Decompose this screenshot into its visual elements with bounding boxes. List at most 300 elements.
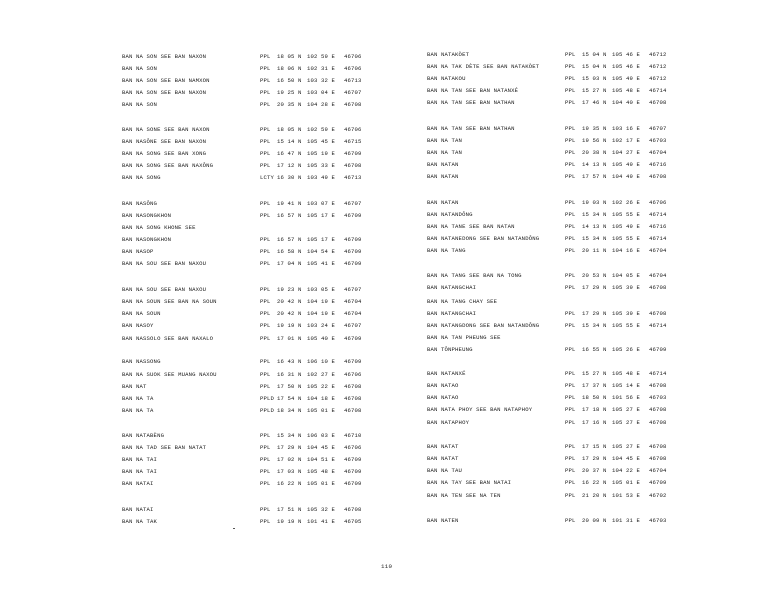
- entry-type: PPL: [565, 284, 576, 291]
- entry-name: BAN NASÔNE SEE BAN NAXON: [122, 138, 207, 145]
- entry-name: BAN NA TAK: [122, 518, 158, 525]
- entry-name: BAN NA TAD SEE BAN NATAT: [122, 444, 207, 451]
- entry-type: PPL: [260, 298, 271, 305]
- entry-latitude: 15 27 N: [582, 87, 607, 94]
- entry-name: BAN NA SOU SEE BAN NAXOU: [122, 286, 207, 293]
- entry-latitude: 14 13 N: [582, 161, 607, 168]
- entry-type: PPL: [565, 75, 576, 82]
- entry-map-code: 46702: [649, 492, 667, 499]
- entry-latitude: 20 42 N: [277, 310, 302, 317]
- entry-longitude: 104 49 E: [612, 173, 641, 180]
- entry-map-code: 46708: [344, 506, 362, 513]
- entry-type: PPL: [260, 150, 271, 157]
- entry-map-code: 46706: [344, 53, 362, 60]
- entry-longitude: 105 27 E: [612, 406, 641, 413]
- entry-map-code: 46704: [649, 467, 667, 474]
- entry-map-code: 46709: [344, 150, 362, 157]
- entry-name: BAN NA SONG: [122, 174, 161, 181]
- entry-type: PPL: [260, 200, 271, 207]
- entry-longitude: 105 17 E: [307, 212, 336, 219]
- entry-type: PPL: [260, 444, 271, 451]
- entry-type: PPL: [565, 211, 576, 218]
- scan-speck: [233, 528, 235, 529]
- entry-longitude: 104 27 E: [612, 149, 641, 156]
- entry-type: PPL: [565, 455, 576, 462]
- entry-map-code: 46706: [649, 199, 667, 206]
- entry-name: BAN NA TAK DÈTE SEE BAN NATAKÒET: [427, 63, 540, 70]
- entry-type: LCTY: [260, 174, 275, 181]
- entry-type: PPL: [565, 99, 576, 106]
- entry-latitude: 18 05 N: [277, 53, 302, 60]
- entry-name: BAN NATAI: [122, 480, 154, 487]
- entry-name: BAN NA SONG KHONE SEE: [122, 224, 196, 231]
- entry-name: BAN NASOY: [122, 322, 154, 329]
- entry-map-code: 46703: [649, 137, 667, 144]
- entry-map-code: 46704: [649, 149, 667, 156]
- entry-longitude: 103 04 E: [307, 89, 336, 96]
- entry-longitude: 105 33 E: [307, 162, 336, 169]
- entry-latitude: 20 37 N: [582, 467, 607, 474]
- entry-longitude: 102 26 E: [612, 199, 641, 206]
- entry-longitude: 105 49 E: [612, 161, 641, 168]
- entry-type: PPL: [565, 310, 576, 317]
- entry-longitude: 101 41 E: [307, 518, 336, 525]
- entry-latitude: 16 22 N: [582, 479, 607, 486]
- entry-longitude: 104 19 E: [307, 310, 336, 317]
- entry-map-code: 46709: [344, 260, 362, 267]
- entry-map-code: 46708: [344, 395, 362, 402]
- entry-longitude: 105 19 E: [307, 150, 336, 157]
- entry-map-code: 46716: [649, 223, 667, 230]
- entry-type: PPL: [260, 358, 271, 365]
- entry-longitude: 103 05 E: [307, 286, 336, 293]
- entry-name: BAN NA TAN SEE BAN NATANXÉ: [427, 87, 519, 94]
- entry-name: BAN NATANDÔNG: [427, 211, 473, 218]
- entry-map-code: 46712: [649, 63, 667, 70]
- entry-map-code: 46704: [344, 310, 362, 317]
- entry-type: PPL: [260, 77, 271, 84]
- entry-latitude: 17 57 N: [582, 173, 607, 180]
- entry-map-code: 46712: [649, 51, 667, 58]
- entry-type: PPLD: [260, 395, 275, 402]
- entry-map-code: 46709: [649, 346, 667, 353]
- entry-longitude: 105 48 E: [612, 87, 641, 94]
- entry-longitude: 102 27 E: [307, 371, 336, 378]
- entry-latitude: 20 09 N: [582, 517, 607, 524]
- entry-map-code: 46714: [649, 235, 667, 242]
- entry-latitude: 19 25 N: [277, 89, 302, 96]
- entry-latitude: 15 14 N: [277, 138, 302, 145]
- entry-longitude: 102 31 E: [307, 65, 336, 72]
- entry-type: PPL: [260, 310, 271, 317]
- entry-name: BAN NA SON: [122, 101, 158, 108]
- entry-type: PPL: [565, 173, 576, 180]
- entry-name: BAN NA SUOK SEE MUANG NAXOU: [122, 371, 217, 378]
- entry-name: BAN NA TAI: [122, 456, 158, 463]
- entry-type: PPL: [565, 51, 576, 58]
- entry-longitude: 104 19 E: [307, 298, 336, 305]
- entry-type: PPLD: [260, 407, 275, 414]
- entry-name: BAN NASÔNG: [122, 200, 158, 207]
- entry-type: PPL: [565, 419, 576, 426]
- entry-latitude: 16 31 N: [277, 371, 302, 378]
- entry-latitude: 16 43 N: [277, 358, 302, 365]
- entry-type: PPL: [260, 371, 271, 378]
- entry-name: BAN NATAKÒET: [427, 51, 470, 58]
- entry-latitude: 15 34 N: [277, 432, 302, 439]
- entry-name: BAN NATANGCHAI: [427, 310, 477, 317]
- entry-map-code: 46708: [344, 162, 362, 169]
- entry-name: BAN NATA PHOY SEE BAN NATAPHOY: [427, 406, 533, 413]
- entry-type: PPL: [260, 89, 271, 96]
- entry-longitude: 105 01 E: [307, 407, 336, 414]
- entry-longitude: 106 03 E: [307, 432, 336, 439]
- entry-latitude: 15 27 N: [582, 370, 607, 377]
- entry-latitude: 17 29 N: [277, 444, 302, 451]
- entry-latitude: 20 11 N: [582, 247, 607, 254]
- entry-latitude: 15 04 N: [582, 63, 607, 70]
- entry-map-code: 46708: [649, 443, 667, 450]
- entry-map-code: 46708: [649, 99, 667, 106]
- entry-name: BAN NATAPHOY: [427, 419, 470, 426]
- entry-map-code: 46708: [649, 310, 667, 317]
- entry-type: PPL: [260, 322, 271, 329]
- entry-latitude: 19 56 N: [582, 137, 607, 144]
- entry-name: BAN NA TAN SEE BAN NATHAN: [427, 125, 515, 132]
- entry-latitude: 17 51 N: [277, 506, 302, 513]
- entry-longitude: 105 55 E: [612, 235, 641, 242]
- entry-latitude: 19 35 N: [582, 125, 607, 132]
- entry-type: PPL: [565, 87, 576, 94]
- entry-name: BAN NATANEDONG SEE BAN NATANDÔNG: [427, 235, 540, 242]
- entry-longitude: 104 18 E: [307, 395, 336, 402]
- entry-latitude: 17 01 N: [277, 335, 302, 342]
- entry-type: PPL: [260, 506, 271, 513]
- entry-map-code: 46712: [649, 75, 667, 82]
- entry-map-code: 46706: [344, 65, 362, 72]
- entry-longitude: 105 48 E: [612, 370, 641, 377]
- entry-latitude: 16 50 N: [277, 77, 302, 84]
- entry-name: BAN NA SON SEE BAN NAXON: [122, 53, 207, 60]
- entry-type: PPL: [260, 101, 271, 108]
- entry-longitude: 101 53 E: [612, 492, 641, 499]
- entry-longitude: 105 01 E: [307, 480, 336, 487]
- entry-longitude: 104 54 E: [307, 248, 336, 255]
- entry-latitude: 17 50 N: [277, 383, 302, 390]
- entry-name: BAN NA TAY SEE BAN NATAI: [427, 479, 512, 486]
- entry-latitude: 17 12 N: [277, 162, 302, 169]
- entry-latitude: 15 34 N: [582, 322, 607, 329]
- entry-latitude: 20 53 N: [582, 272, 607, 279]
- entry-latitude: 17 03 N: [277, 468, 302, 475]
- entry-type: PPL: [565, 322, 576, 329]
- entry-name: BAN NA SONG SEE BAN XONG: [122, 150, 207, 157]
- entry-latitude: 16 22 N: [277, 480, 302, 487]
- entry-type: PPL: [260, 335, 271, 342]
- entry-type: PPL: [260, 162, 271, 169]
- entry-longitude: 105 49 E: [612, 75, 641, 82]
- entry-longitude: 102 59 E: [307, 126, 336, 133]
- entry-map-code: 46714: [649, 211, 667, 218]
- entry-name: BAN NASONGKHON: [122, 236, 172, 243]
- entry-type: PPL: [260, 383, 271, 390]
- entry-map-code: 46707: [344, 286, 362, 293]
- entry-name: BAN NATAT: [427, 443, 459, 450]
- entry-longitude: 105 45 E: [307, 138, 336, 145]
- entry-type: PPL: [565, 394, 576, 401]
- entry-type: PPL: [565, 406, 576, 413]
- entry-type: PPL: [565, 235, 576, 242]
- entry-name: BAN NATANXÉ: [427, 370, 466, 377]
- entry-map-code: 46710: [344, 432, 362, 439]
- entry-map-code: 46704: [649, 247, 667, 254]
- entry-longitude: 102 59 E: [307, 53, 336, 60]
- entry-longitude: 105 48 E: [307, 468, 336, 475]
- entry-map-code: 46706: [344, 126, 362, 133]
- entry-name: BAN NASSONG: [122, 358, 161, 365]
- entry-name: BAN NA SOU SEE BAN NAXOU: [122, 260, 207, 267]
- entry-longitude: 103 16 E: [612, 125, 641, 132]
- entry-longitude: 106 10 E: [307, 358, 336, 365]
- entry-name: BAN NA TAN PHEUNG SEE: [427, 334, 501, 341]
- entry-name: BAN NA TANG SEE BAN NA TONG: [427, 272, 522, 279]
- entry-latitude: 16 57 N: [277, 212, 302, 219]
- entry-map-code: 46709: [344, 236, 362, 243]
- entry-map-code: 46709: [649, 479, 667, 486]
- entry-name: BAN NA SON SEE BAN NAMXON: [122, 77, 210, 84]
- entry-latitude: 17 18 N: [582, 406, 607, 413]
- entry-map-code: 46708: [649, 419, 667, 426]
- entry-map-code: 46708: [344, 407, 362, 414]
- entry-latitude: 18 06 N: [277, 65, 302, 72]
- entry-longitude: 104 51 E: [307, 456, 336, 463]
- entry-name: BAN NA TA: [122, 407, 154, 414]
- entry-name: BAN NA SONG SEE BAN NAXÔNG: [122, 162, 214, 169]
- entry-map-code: 46709: [344, 480, 362, 487]
- entry-longitude: 105 22 E: [307, 383, 336, 390]
- entry-map-code: 46714: [649, 87, 667, 94]
- entry-longitude: 105 55 E: [612, 322, 641, 329]
- entry-type: PPL: [565, 223, 576, 230]
- entry-name: BAN NA SON: [122, 65, 158, 72]
- entry-type: PPL: [260, 53, 271, 60]
- entry-longitude: 105 27 E: [612, 443, 641, 450]
- entry-type: PPL: [260, 480, 271, 487]
- entry-longitude: 104 28 E: [307, 101, 336, 108]
- entry-map-code: 46703: [649, 517, 667, 524]
- entry-type: PPL: [565, 443, 576, 450]
- entry-latitude: 18 05 N: [277, 126, 302, 133]
- entry-map-code: 46709: [344, 358, 362, 365]
- entry-longitude: 105 39 E: [612, 284, 641, 291]
- entry-latitude: 19 03 N: [582, 199, 607, 206]
- entry-name: BAN NA TAN: [427, 137, 463, 144]
- entry-name: BAN NATAN: [427, 199, 459, 206]
- entry-map-code: 46703: [649, 394, 667, 401]
- entry-latitude: 20 35 N: [277, 101, 302, 108]
- entry-type: PPL: [260, 432, 271, 439]
- entry-latitude: 17 37 N: [582, 382, 607, 389]
- entry-longitude: 105 27 E: [612, 419, 641, 426]
- entry-latitude: 16 55 N: [582, 346, 607, 353]
- entry-map-code: 46705: [344, 518, 362, 525]
- entry-map-code: 46707: [344, 322, 362, 329]
- entry-longitude: 103 49 E: [307, 174, 336, 181]
- entry-longitude: 105 17 E: [307, 236, 336, 243]
- entry-map-code: 46708: [649, 284, 667, 291]
- entry-name: BAN NA SONE SEE BAN NAXON: [122, 126, 210, 133]
- entry-name: BAN NATAN: [427, 173, 459, 180]
- entry-map-code: 46714: [649, 370, 667, 377]
- entry-type: PPL: [260, 126, 271, 133]
- entry-map-code: 46708: [649, 455, 667, 462]
- entry-type: PPL: [565, 272, 576, 279]
- entry-latitude: 17 29 N: [582, 455, 607, 462]
- entry-name: BAN NASSOLO SEE BAN NAXALO: [122, 335, 214, 342]
- entry-name: BAN NASONGKHON: [122, 212, 172, 219]
- entry-type: PPL: [260, 248, 271, 255]
- entry-type: PPL: [260, 138, 271, 145]
- entry-latitude: 15 03 N: [582, 75, 607, 82]
- entry-latitude: 18 34 N: [277, 407, 302, 414]
- entry-name: BAN NA TANG CHAY SEE: [427, 298, 498, 305]
- entry-name: BAN NATAT: [427, 455, 459, 462]
- entry-longitude: 103 32 E: [307, 77, 336, 84]
- entry-longitude: 105 26 E: [612, 346, 641, 353]
- entry-map-code: 46713: [344, 174, 362, 181]
- entry-type: PPL: [565, 479, 576, 486]
- entry-type: PPL: [565, 149, 576, 156]
- entry-latitude: 17 54 N: [277, 395, 302, 402]
- entry-map-code: 46706: [344, 444, 362, 451]
- entry-latitude: 19 41 N: [277, 200, 302, 207]
- entry-map-code: 46715: [344, 138, 362, 145]
- entry-type: PPL: [565, 199, 576, 206]
- entry-latitude: 19 23 N: [277, 286, 302, 293]
- entry-map-code: 46708: [344, 101, 362, 108]
- entry-latitude: 16 57 N: [277, 236, 302, 243]
- entry-name: BAN NATAO: [427, 382, 459, 389]
- entry-name: BAN NA SON SEE BAN NAXON: [122, 89, 207, 96]
- entry-latitude: 17 29 N: [582, 284, 607, 291]
- entry-type: PPL: [260, 236, 271, 243]
- entry-type: PPL: [260, 212, 271, 219]
- entry-name: BAN NATAN: [427, 161, 459, 168]
- entry-type: PPL: [260, 260, 271, 267]
- entry-map-code: 46708: [649, 173, 667, 180]
- entry-map-code: 46707: [344, 200, 362, 207]
- entry-longitude: 103 07 E: [307, 200, 336, 207]
- entry-longitude: 104 22 E: [612, 467, 641, 474]
- entry-longitude: 104 45 E: [612, 455, 641, 462]
- entry-type: PPL: [565, 161, 576, 168]
- entry-latitude: 17 29 N: [582, 310, 607, 317]
- entry-latitude: 15 34 N: [582, 211, 607, 218]
- entry-longitude: 105 46 E: [612, 63, 641, 70]
- entry-longitude: 105 01 E: [612, 479, 641, 486]
- entry-latitude: 17 16 N: [582, 419, 607, 426]
- entry-longitude: 101 31 E: [612, 517, 641, 524]
- entry-longitude: 102 17 E: [612, 137, 641, 144]
- entry-map-code: 46714: [649, 322, 667, 329]
- entry-name: BAN NA TEN SEE NA TEN: [427, 492, 501, 499]
- entry-type: PPL: [565, 517, 576, 524]
- entry-type: PPL: [565, 346, 576, 353]
- entry-map-code: 46707: [649, 125, 667, 132]
- entry-latitude: 16 58 N: [277, 248, 302, 255]
- entry-map-code: 46709: [344, 335, 362, 342]
- entry-name: BAN TÔNPHEUNG: [427, 346, 473, 353]
- entry-name: BAN NATEN: [427, 517, 459, 524]
- entry-type: PPL: [260, 468, 271, 475]
- entry-name: BAN NATABÈNG: [122, 432, 165, 439]
- entry-type: PPL: [565, 247, 576, 254]
- entry-map-code: 46707: [344, 89, 362, 96]
- entry-latitude: 21 20 N: [582, 492, 607, 499]
- entry-map-code: 46704: [344, 298, 362, 305]
- entry-map-code: 46708: [344, 383, 362, 390]
- entry-map-code: 46708: [649, 382, 667, 389]
- entry-longitude: 105 40 E: [307, 335, 336, 342]
- entry-latitude: 17 46 N: [582, 99, 607, 106]
- entry-name: BAN NA SOUN: [122, 310, 161, 317]
- entry-name: BAN NA TAU: [427, 467, 463, 474]
- entry-type: PPL: [565, 137, 576, 144]
- entry-name: BAN NA TANG: [427, 247, 466, 254]
- entry-map-code: 46706: [344, 371, 362, 378]
- entry-latitude: 17 04 N: [277, 260, 302, 267]
- entry-type: PPL: [565, 492, 576, 499]
- entry-map-code: 46709: [344, 212, 362, 219]
- entry-map-code: 46713: [344, 77, 362, 84]
- entry-map-code: 46709: [344, 456, 362, 463]
- entry-longitude: 105 41 E: [307, 260, 336, 267]
- entry-latitude: 17 15 N: [582, 443, 607, 450]
- entry-longitude: 105 55 E: [612, 211, 641, 218]
- entry-type: PPL: [260, 456, 271, 463]
- entry-name: BAN NA TA: [122, 395, 154, 402]
- entry-name: BAN NATANGDONG SEE BAN NATANDÔNG: [427, 322, 540, 329]
- entry-name: BAN NA TANE SEE BAN NATAN: [427, 223, 515, 230]
- entry-type: PPL: [565, 63, 576, 70]
- entry-longitude: 101 56 E: [612, 394, 641, 401]
- entry-longitude: 105 39 E: [612, 310, 641, 317]
- entry-name: BAN NA SOUN SEE BAN NA SOUN: [122, 298, 217, 305]
- entry-type: PPL: [260, 518, 271, 525]
- entry-name: BAN NATAO: [427, 394, 459, 401]
- entry-latitude: 20 38 N: [582, 149, 607, 156]
- entry-latitude: 19 19 N: [277, 322, 302, 329]
- entry-latitude: 16 30 N: [277, 174, 302, 181]
- entry-type: PPL: [260, 286, 271, 293]
- entry-name: BAN NATANGCHAI: [427, 284, 477, 291]
- entry-longitude: 105 49 E: [612, 223, 641, 230]
- entry-longitude: 104 40 E: [612, 99, 641, 106]
- entry-latitude: 14 13 N: [582, 223, 607, 230]
- entry-longitude: 104 05 E: [612, 272, 641, 279]
- entry-type: PPL: [565, 125, 576, 132]
- entry-name: BAN NA TAI: [122, 468, 158, 475]
- entry-latitude: 20 42 N: [277, 298, 302, 305]
- entry-type: PPL: [260, 65, 271, 72]
- entry-name: BAN NA TAN SEE BAN NATHAN: [427, 99, 515, 106]
- entry-name: BAN NASOP: [122, 248, 154, 255]
- entry-map-code: 46704: [649, 272, 667, 279]
- entry-latitude: 16 47 N: [277, 150, 302, 157]
- entry-latitude: 18 50 N: [582, 394, 607, 401]
- page-number: 110: [381, 563, 393, 570]
- entry-type: PPL: [565, 467, 576, 474]
